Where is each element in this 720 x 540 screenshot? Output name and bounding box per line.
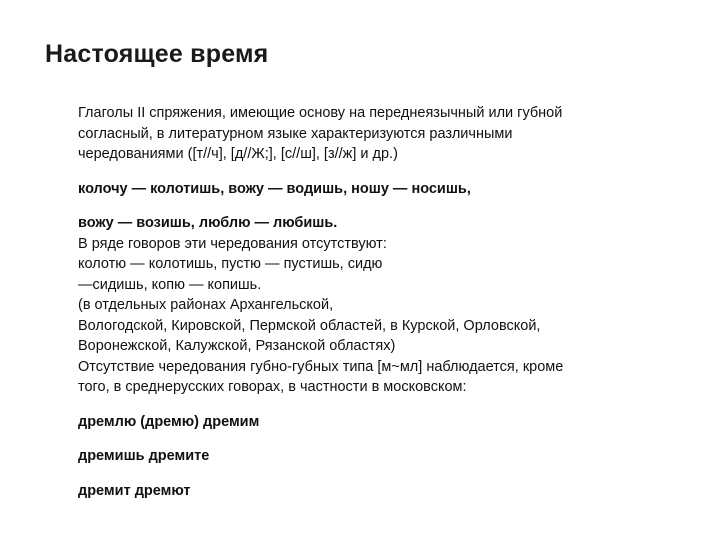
slide-title: Настоящее время [45,40,269,68]
verb-form-line: дремлю (дремю) дремим [78,413,260,430]
dialect-line: Воронежской, Калужской, Рязанской областях) [78,338,396,354]
examples-line-2: вожу — возишь, люблю — любишь. [78,215,338,231]
slide-body [78,103,678,501]
dialect-line: Вологодской, Кировской, Пермской областей, в Курской, Орловской, [78,317,541,334]
dialect-line: колотю — колотишь, пустю — пустишь, сидю [78,256,383,272]
intro-line: согласный, в литературном языке характеризуются различными [78,125,513,142]
dialect-line: того, в среднерусских говорах, в частности в московском: [78,379,467,395]
dialect-line: —сидишь, копю — копишь. [78,276,262,293]
verb-form-line: дремит дремют [78,482,191,499]
verb-form-line: дремишь дремите [78,448,210,464]
dialect-line: В ряде говоров эти чередования отсутствуют: [78,235,387,252]
intro-line: Глаголы II спряжения, имеющие основу на переднеязычный или губной [78,105,563,121]
examples-line-1: колочу — колотишь, вожу — водишь, ношу — носишь, [78,180,471,197]
dialect-line: Отсутствие чередования губно-губных типа [м~мл] наблюдается, кроме [78,358,564,375]
dialect-line: (в отдельных районах Архангельской, [78,297,334,313]
intro-line: чередованиями ([т//ч], [д//Ж;], [с//ш], [з//ж] и др.) [78,146,398,162]
